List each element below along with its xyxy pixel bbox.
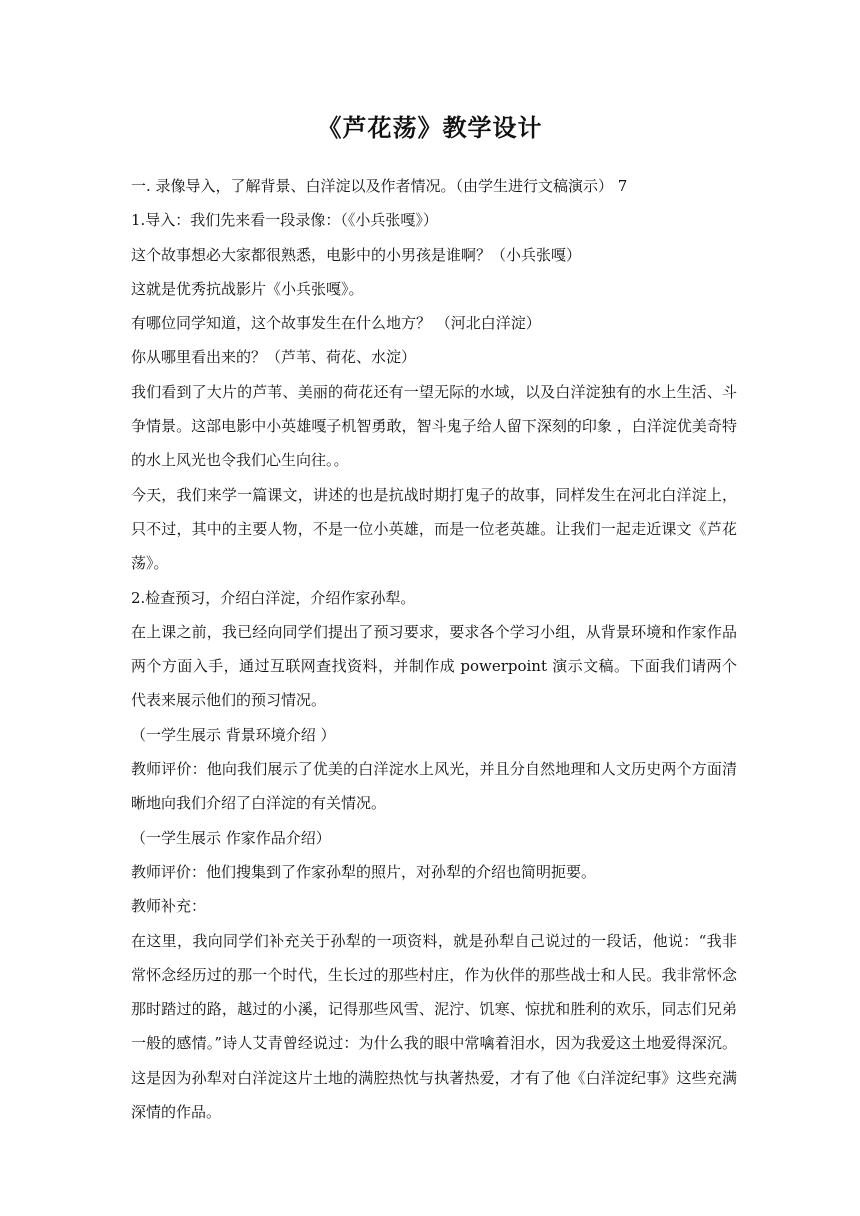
paragraph: 我们看到了大片的芦苇、美丽的荷花还有一望无际的水域，以及白洋淀独有的水上生活、斗争情景。这部电影中小英雄嘎子机智勇敢，智斗鬼子给人留下深刻的印象 ，白洋淀优美奇特的水上风光也令我们心生向往。。 [131,382,737,470]
paragraph: 在这里，我向同学们补充关于孙犁的一项资料，就是孙犁自己说过的一段话，他说：“我非常怀念经历过的那一个时代，生长过的那些村庄，作为伙伴的那些战士和人民。我非常怀念那时踏过的路，越过的小溪，记得那些风雪、泥泞、饥寒、惊扰和胜利的欢乐，同志们兄弟一般的感情。”诗人艾青曾经说过：为什么我的眼中常噙着泪水，因为我爱这土地爱得深沉。这是因为孙犁对白洋淀这片土地的满腔热忱与执著热爱，才有了他《白洋淀纪事》这些充满深情的作品。 [131,931,737,1122]
paragraph: （一学生展示 作家作品介绍） [131,828,331,847]
paragraph: （一学生展示 背景环境介绍 ） [131,725,336,744]
paragraph-intro-step: 1.导入：我们先来看一段录像：（《小兵张嘎》） [131,211,438,230]
paragraph: 有哪位同学知道，这个故事发生在什么地方？ （河北白洋淀） [131,314,541,333]
paragraph: 你从哪里看出来的？（芦苇、荷花、水淀） [131,348,417,367]
paragraph: 教师评价：他们搜集到了作家孙犁的照片，对孙犁的介绍也简明扼要。 [131,862,597,881]
paragraph: 这就是优秀抗战影片《小兵张嘎》。 [131,279,364,298]
document-title: 《芦花荡》教学设计 [317,113,543,142]
paragraph-preview-step: 2.检查预习，介绍白洋淀，介绍作家孙犁。 [131,588,416,607]
document-body [131,169,737,1129]
paragraph-section-1-heading: 一. 录像导入，了解背景、白洋淀以及作者情况。（由学生进行文稿演示） 7 [131,177,628,195]
paragraph: 这个故事想必大家都很熟悉，电影中的小男孩是谁啊？（小兵张嘎） [131,245,582,264]
paragraph: 今天，我们来学一篇课文，讲述的也是抗战时期打鬼子的故事，同样发生在河北白洋淀上，只不过，其中的主要人物，不是一位小英雄，而是一位老英雄。让我们一起走近课文《芦花荡》。 [131,485,737,573]
paragraph: 在上课之前，我已经向同学们提出了预习要求，要求各个学习小组，从背景环境和作家作品两个方面入手，通过互联网查找资料，并制作成 powerpoint 演示文稿。下面我们请两个代表来展示他们的预习情况。 [131,622,737,710]
paragraph: 教师补充： [131,897,207,916]
paragraph: 教师评价：他向我们展示了优美的白洋淀水上风光，并且分自然地理和人文历史两个方面清晰地向我们介绍了白洋淀的有关情况。 [131,760,737,813]
